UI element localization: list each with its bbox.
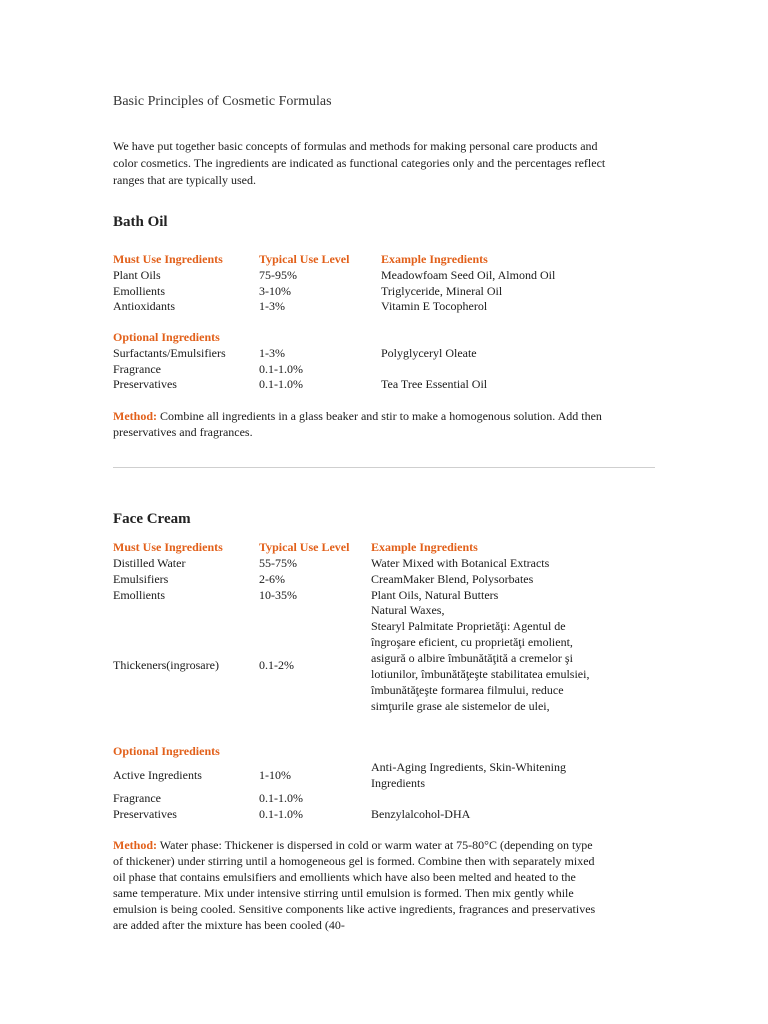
example-cell: CreamMaker Blend, Polysorbates <box>371 572 534 586</box>
example-cell: Vitamin E Tocopherol <box>381 299 488 313</box>
ingredient-cell: Distilled Water <box>113 556 186 570</box>
table-row <box>113 376 673 392</box>
table-row <box>113 571 673 587</box>
level-cell: 1-10% <box>259 768 291 782</box>
table-row <box>113 345 673 361</box>
ingredient-cell: Active Ingredients <box>113 768 202 782</box>
col-header-must-use: Must Use Ingredients <box>113 540 223 554</box>
col-header-examples: Example Ingredients <box>371 540 478 554</box>
example-cell: Meadowfoam Seed Oil, Almond Oil <box>381 268 556 282</box>
example-cell: Water Mixed with Botanical Extracts <box>371 556 550 570</box>
bath-oil-heading: Bath Oil <box>113 214 168 230</box>
method-label: Method: <box>113 409 157 423</box>
intro-paragraph: We have put together basic concepts of formulas and methods for making personal care products and color cosmetics. The ingredients are indicated as functional categories only and the percentages reflect ranges that are typically used. <box>113 139 606 187</box>
section-divider <box>113 467 655 468</box>
level-cell: 1-3% <box>259 346 285 360</box>
ingredient-cell: Preservatives <box>113 807 177 821</box>
face-cream-header-row <box>113 539 673 555</box>
level-cell: 0.1-1.0% <box>259 362 303 376</box>
method-text: Water phase: Thickener is dispersed in cold or warm water at 75-80°C (depending on type of thickener) under stirring until a homogeneous gel is formed. Combine then with separately mixed oil phase that contains emulsifiers and emollients which have also been melted and heated to the same temperature. Mix under intensive stirring until emulsion is formed. Then mix gently while emulsion is being cooled. Sensitive components like active ingredients, fragrances and preservatives are added after the mixture has been cooled (40- <box>113 838 596 932</box>
bath-oil-method <box>113 408 603 440</box>
stearyl-palmitate-text: Stearyl Palmitate Proprietăţi: Agentul de îngroşare eficient, cu proprietăţi emolient, asigură o albire îmbunătăţită a cremelor şi lotiunilor, îmbunătăţeşte stabilitatea emulsiei, îmbunătăţeşte formarea filmului, reduce simţurile grase ale sistemelor de ulei, <box>371 619 590 713</box>
level-cell: 0.1-2% <box>259 658 294 672</box>
ingredient-cell: Antioxidants <box>113 299 175 313</box>
col-header-examples: Example Ingredients <box>381 252 488 266</box>
ingredient-cell: Thickeners(ingrosare) <box>113 658 219 672</box>
bath-oil-header-row <box>113 251 673 267</box>
example-cell: Tea Tree Essential Oil <box>381 377 488 391</box>
natural-waxes-text: Natural Waxes, <box>371 603 445 617</box>
example-cell: Triglyceride, Mineral Oil <box>381 284 503 298</box>
level-cell: 0.1-1.0% <box>259 791 303 805</box>
ingredient-cell: Fragrance <box>113 362 161 376</box>
ingredient-cell: Emulsifiers <box>113 572 169 586</box>
table-row <box>113 283 673 299</box>
optional-ingredients-heading: Optional Ingredients <box>113 744 220 758</box>
level-cell: 55-75% <box>259 556 297 570</box>
table-row <box>113 267 673 283</box>
example-cell: Anti-Aging Ingredients, Skin-Whitening Ingredients <box>371 760 566 790</box>
ingredient-cell: Preservatives <box>113 377 177 391</box>
level-cell: 75-95% <box>259 268 297 282</box>
table-row <box>113 806 673 822</box>
col-header-use-level: Typical Use Level <box>259 540 350 554</box>
example-cell: Plant Oils, Natural Butters <box>371 588 499 602</box>
ingredient-cell: Emollients <box>113 588 165 602</box>
page-title: Basic Principles of Cosmetic Formulas <box>113 94 332 109</box>
ingredient-cell: Plant Oils <box>113 268 161 282</box>
level-cell: 2-6% <box>259 572 285 586</box>
table-row <box>113 790 673 806</box>
ingredient-cell: Fragrance <box>113 791 161 805</box>
example-cell: Benzylalcohol-DHA <box>371 807 471 821</box>
level-cell: 10-35% <box>259 588 297 602</box>
optional-header-row <box>113 743 673 759</box>
table-row <box>113 587 673 603</box>
col-header-must-use: Must Use Ingredients <box>113 252 223 266</box>
optional-header-row <box>113 329 673 345</box>
table-row <box>113 298 673 314</box>
face-cream-heading: Face Cream <box>113 511 191 527</box>
col-header-use-level: Typical Use Level <box>259 252 350 266</box>
table-row <box>113 657 673 673</box>
level-cell: 3-10% <box>259 284 291 298</box>
ingredient-cell: Surfactants/Emulsifiers <box>113 346 226 360</box>
table-row <box>113 361 673 377</box>
method-label: Method: <box>113 838 157 852</box>
optional-ingredients-heading: Optional Ingredients <box>113 330 220 344</box>
example-cell: Polyglyceryl Oleate <box>381 346 477 360</box>
level-cell: 0.1-1.0% <box>259 377 303 391</box>
face-cream-method <box>113 837 603 933</box>
level-cell: 1-3% <box>259 299 285 313</box>
level-cell: 0.1-1.0% <box>259 807 303 821</box>
table-row <box>113 555 673 571</box>
ingredient-cell: Emollients <box>113 284 165 298</box>
method-text: Combine all ingredients in a glass beaker and stir to make a homogenous solution. Add then preservatives and fragrances. <box>113 409 602 439</box>
